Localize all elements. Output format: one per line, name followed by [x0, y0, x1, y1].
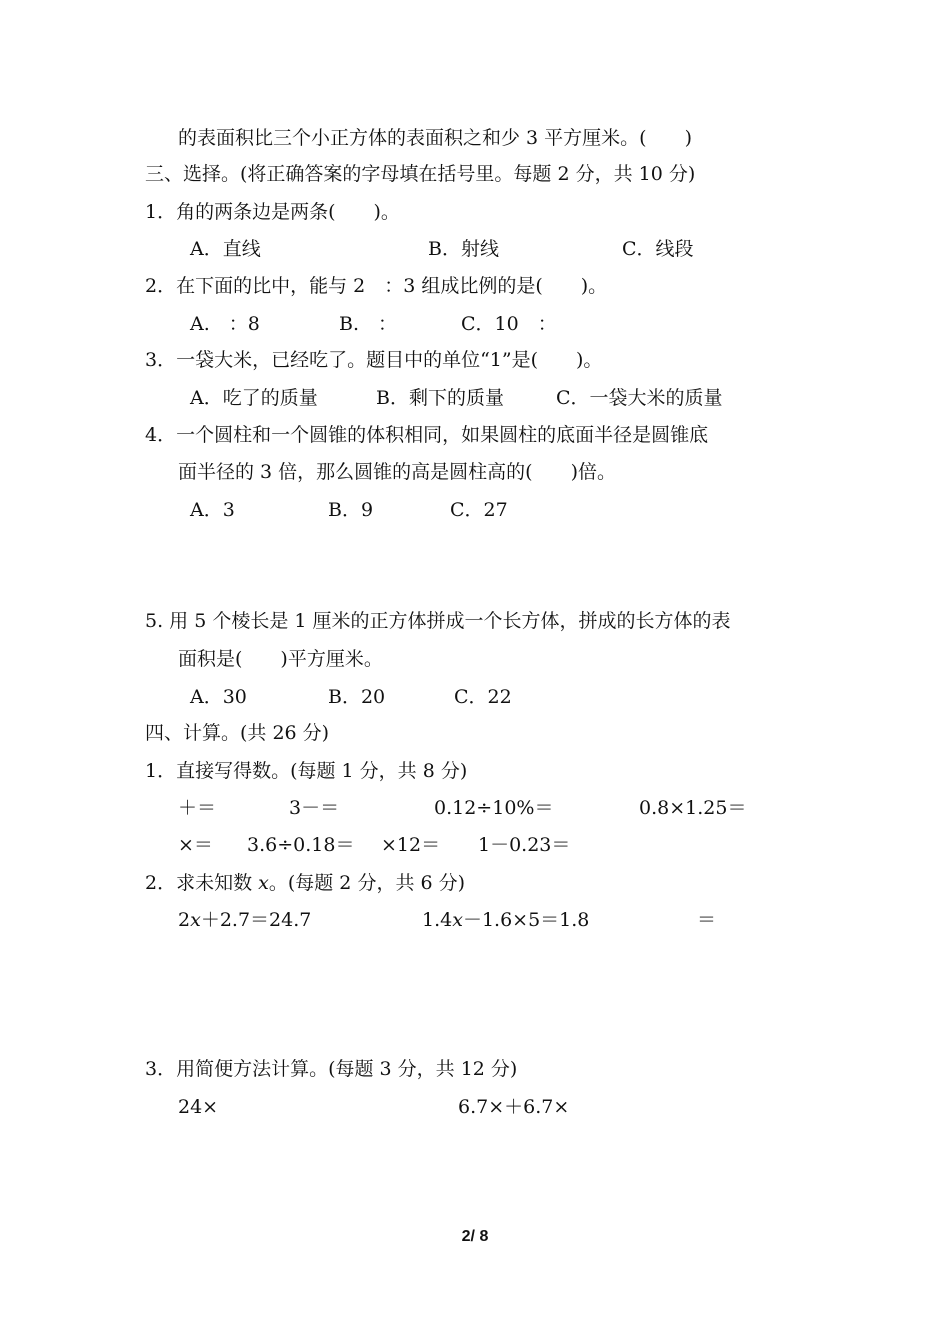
page-number: 2/ 8 [461, 1228, 489, 1245]
q5-stem-line1: 5. 用 5 个棱长是 1 厘米的正方体拼成一个长方体，拼成的长方体的表 [145, 610, 731, 632]
calc3-expression-2: 6.7×＋6.7× [458, 1096, 570, 1118]
calc1-title: 1．直接写得数。(每题 1 分，共 8 分) [145, 760, 468, 782]
q4-option-b: B．9 [328, 499, 374, 521]
calc1-item-7: ×12＝ [381, 834, 441, 856]
q3-stem: 3．一袋大米，已经吃了。题目中的单位“1”是( )。 [145, 349, 603, 371]
q5-option-b: B．20 [328, 686, 386, 708]
calc1-item-3: 0.12÷10%＝ [434, 797, 554, 819]
q4-stem-line1: 4．一个圆柱和一个圆锥的体积相同，如果圆柱的底面半径是圆锥底 [145, 424, 709, 446]
q3-option-c: C．一袋大米的质量 [556, 387, 723, 409]
q1-option-b: B．射线 [428, 238, 499, 260]
q5-option-c: C．22 [454, 686, 512, 708]
calc1-item-6: 3.6÷0.18＝ [247, 834, 355, 856]
q1-option-c: C．线段 [622, 238, 694, 260]
calc2-equation-3: ＝ [697, 909, 717, 931]
q2-stem: 2．在下面的比中，能与 2 ：3 组成比例的是( )。 [145, 275, 608, 297]
q2-option-a: A. ：8 [190, 313, 260, 335]
calc1-item-4: 0.8×1.25＝ [639, 797, 747, 819]
calc1-item-5: ×＝ [178, 834, 213, 856]
calc1-item-1: ＋＝ [178, 797, 217, 819]
q2-option-b: B. ： [339, 313, 398, 335]
q3-option-b: B．剩下的质量 [376, 387, 504, 409]
q5-option-a: A．30 [190, 686, 247, 708]
calc1-item-2: 3－＝ [289, 797, 340, 819]
q4-option-a: A．3 [190, 499, 235, 521]
q4-stem-line2: 面半径的 3 倍，那么圆锥的高是圆柱高的( )倍。 [178, 461, 616, 483]
q2-option-c: C．10 ： [461, 313, 557, 335]
calc2-equation-2: 1.4x－1.6×5＝1.8 [422, 909, 590, 931]
q3-option-a: A．吃了的质量 [190, 387, 318, 409]
calc3-title: 3．用简便方法计算。(每题 3 分，共 12 分) [145, 1058, 518, 1080]
q5-stem-line2: 面积是( )平方厘米。 [178, 648, 383, 670]
calc2-title: 2．求未知数 x。(每题 2 分，共 6 分) [145, 872, 466, 894]
q1-option-a: A．直线 [190, 238, 261, 260]
calc2-equation-1: 2x＋2.7＝24.7 [178, 909, 312, 931]
statement-continuation: 的表面积比三个小正方体的表面积之和少 3 平方厘米。( ) [178, 127, 692, 149]
section-three-heading: 三、选择。(将正确答案的字母填在括号里。每题 2 分，共 10 分) [145, 163, 696, 185]
q4-option-c: C．27 [450, 499, 508, 521]
section-four-heading: 四、计算。(共 26 分) [145, 722, 330, 744]
calc1-item-8: 1－0.23＝ [478, 834, 571, 856]
calc3-expression-1: 24× [178, 1096, 219, 1118]
q1-stem: 1．角的两条边是两条( )。 [145, 201, 400, 223]
